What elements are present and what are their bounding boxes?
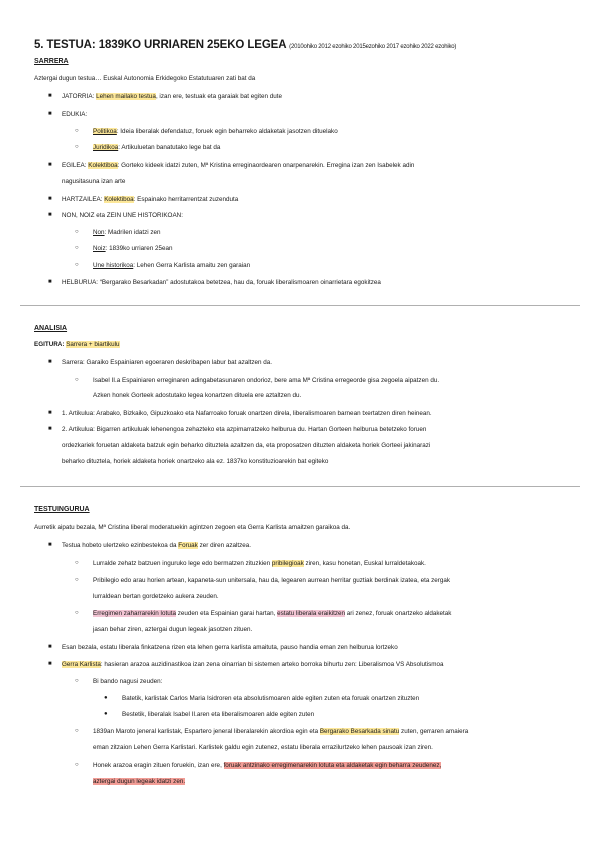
jatorria-text: , izan ere, testuak eta garaiak bat egiten dute — [155, 93, 282, 100]
egitura-label: EGITURA: — [34, 341, 65, 348]
foruak-text-end: zer diren azaltzea. — [197, 542, 252, 549]
esan-bezala-item: Esan bezala, estatu liberala finkatzena rizen eta lehen gerra karlista amaituta, pauso handia eman zen helburua lortzeko — [62, 644, 398, 651]
bando-liberalak: Bestetik, liberalak Isabel II.aren eta liberalismoaren alde egiten zuten — [122, 711, 315, 718]
juridikoa-text: : Artikuluetan banatutako lege bat da — [118, 144, 221, 151]
hartzailea-text: : Espainako herritarrentzat zuzenduta — [133, 196, 239, 203]
erregimen-line-2: jasan behar ziren, aztergai dugun legeak jasotzen zituen. — [93, 626, 253, 633]
helburua-text: “Bergarako Besarkadan” adostutakoa betetzea, hau da, foruak liberalismoaren oinarrietara egokitzea — [98, 279, 381, 286]
bullet-icon: ■ — [48, 359, 52, 365]
pribilegioak-item — [93, 559, 426, 568]
sarrera-intro: Aztergai dugun testua… Euskal Autonomia Erkidegoko Estatutuaren zati bat da — [34, 75, 256, 82]
section-heading-sarrera: SARRERA — [34, 58, 69, 65]
artikulua-2-line-2: ordezkariek foruetan aldaketa batzuk egin beharko dituztela azaltzen da, eta proposatzen dituzten aldaketa horiek Gorteei jakinarazi — [62, 442, 431, 449]
egilea-text: : Gorteko kideek idatzi zuten, Mª Kristina erreginaordearen onarpenarekin. Erregina izan zen Isabelek adin — [117, 162, 415, 169]
circle-bullet-icon: ○ — [75, 245, 79, 251]
bando-karlistak: Batetik, karlistak Carlos Maria Isidroren eta absolutismoaren alde egiten zuten eta foruak onartzen zituzten — [122, 695, 420, 702]
une-item — [93, 261, 250, 270]
bullet-icon: ■ — [48, 279, 52, 285]
jatorria-label: JATORRIA: — [62, 93, 95, 100]
bullet-icon: ■ — [48, 410, 52, 416]
divider — [20, 486, 580, 487]
hartzailea-item — [62, 195, 238, 204]
egilea-text-cont: nagusitasuna izan arte — [62, 178, 126, 185]
circle-bullet-icon: ○ — [75, 262, 79, 268]
circle-bullet-icon: ○ — [75, 678, 79, 684]
bergara-text-end: zuten, gerraren amaiera — [399, 728, 469, 735]
dot-bullet-icon: ● — [104, 695, 108, 701]
jatorria-highlight: Lehen mailako testua — [96, 93, 156, 100]
bullet-icon: ■ — [48, 162, 52, 168]
noiz-item — [93, 244, 172, 253]
noiz-text: : 1839ko urriaren 25ean — [105, 245, 173, 252]
bando-label: Bi bando nagusi zeuden: — [93, 678, 163, 685]
circle-bullet-icon: ○ — [75, 128, 79, 134]
divider — [20, 305, 580, 306]
foruak-item — [62, 541, 251, 550]
helburua-item — [62, 278, 381, 287]
juridikoa-item — [93, 143, 220, 152]
section-heading-analisia: ANALISIA — [34, 325, 68, 332]
egilea-item — [62, 161, 414, 170]
bullet-icon: ■ — [48, 196, 52, 202]
arazoa-highlight: foruak antzinako erregimenarekin lotuta eta aldaketak egin beharra zeudenez, — [223, 762, 442, 769]
dot-bullet-icon: ● — [104, 711, 108, 717]
bergara-text: 1839an Maroto jeneral karlistak, Espartero jeneral liberalarekin akordioa egin eta — [93, 728, 320, 735]
pribilegioak-highlight: pribilegioak — [271, 560, 304, 567]
estatu-liberala-highlight: estatu liberala eraikitzen — [277, 610, 346, 617]
artikulua-2-line-3: beharko dituztela, horiek aldaketa horiek onartzeko ala ez. 1837ko konstituzioarekin bat egiteko — [62, 458, 329, 465]
arau-line-1: Pribilegio edo arau horien artean, kapaneta-sun unitersala, hau da, legearen aurrean herritar guztiak berdinak izatea, eta zergak — [93, 577, 451, 584]
gerra-karlista-text: : hasieran arazoa auzidinastikoa izan zena oinarrian bi sistemen arteko borroka bihurtu zen: Liberalismoa VS Absolutismoa — [100, 661, 444, 668]
circle-bullet-icon: ○ — [75, 377, 79, 383]
circle-bullet-icon: ○ — [75, 144, 79, 150]
circle-bullet-icon: ○ — [75, 577, 79, 583]
bullet-icon: ■ — [48, 661, 52, 667]
erregimen-text-end: ari zenez, foruak onartzeko aldaketak — [345, 610, 452, 617]
politikoa-item — [93, 127, 338, 136]
non-label: Non — [93, 229, 105, 236]
gerra-karlista-item — [62, 660, 444, 669]
title-text: 5. TESTUA: 1839KO URRIAREN 25EKO LEGEA — [34, 39, 287, 51]
bullet-icon: ■ — [48, 212, 52, 218]
sarrera-description: Sarrera: Garaiko Espainiaren egoeraren deskribapen labur bat azaltzen da. — [62, 359, 273, 366]
arazoa-highlight-2: aztergai dugun legeak idatzi zen. — [93, 778, 186, 785]
section-heading-testuingurua: TESTUINGURUA — [34, 506, 90, 513]
egilea-highlight: Kolektiboa — [88, 162, 118, 169]
bergara-line-2: eman zitzaion Lehen Gerra Karlistari. Karlistek galdu egin zutenez, estatu liberala errazilurtzeko lehen pausoak izan ziren. — [93, 744, 433, 751]
pribilegioak-text: Lurralde zehatz batzuen inguruko lege edo bermatzen zituzkien — [93, 560, 272, 567]
circle-bullet-icon: ○ — [75, 560, 79, 566]
sarrera-sub-1: Isabel II.a Espainiaren erreginaren adingabetasunaren ondorioz, bere ama Mª Cristina erregeorde gisa zegoela aipatzen du. — [93, 377, 440, 384]
bullet-icon: ■ — [48, 426, 52, 432]
bergara-item — [93, 727, 468, 736]
artikulua-1: 1. Artikulua: Arabako, Bizkaiko, Gipuzkoako eta Nafarroako foruak onartzen direla, liberalismoaren barnean txertatzen diren heinean. — [62, 410, 432, 417]
title-years: (2010ohiko 2012 ezohiko 2015ezohiko 2017 ezohiko 2022 ezohiko) — [289, 44, 457, 50]
egitura-line — [34, 340, 120, 349]
egilea-label: EGILEA: — [62, 162, 87, 169]
arau-line-2: lurraldean bertan gordetzeko aukera zeuden. — [93, 593, 219, 600]
hartzailea-label: HARTZAILEA: — [62, 196, 103, 203]
circle-bullet-icon: ○ — [75, 728, 79, 734]
arazoa-item — [93, 761, 441, 770]
non-noiz-label: NON, NOIZ eta ZEIN UNE HISTORIKOAN: — [62, 212, 183, 219]
sarrera-sub-2: Azken honek Gorteek adostutako legea konartzen dituela ere aztaltzen du. — [93, 392, 302, 399]
circle-bullet-icon: ○ — [75, 229, 79, 235]
page-title — [34, 39, 456, 51]
arazoa-line-2 — [93, 777, 185, 786]
politikoa-text: : Ideia liberalak defendatuz, foruek egin beharreko aldaketak jasotzen dituelako — [116, 128, 338, 135]
bullet-icon: ■ — [48, 111, 52, 117]
non-item — [93, 228, 161, 237]
noiz-label: Noiz — [93, 245, 106, 252]
bergara-highlight: Bergarako Besarkada sinatu — [319, 728, 400, 735]
erregimen-text: zeuden eta Espainian garai hartan, — [175, 610, 278, 617]
gerra-karlista-highlight: Gerra Karlista — [62, 661, 101, 668]
non-text: : Madrilen idatzi zen — [104, 229, 161, 236]
pribilegioak-text-end: ziren, kasu honetan, Euskal lurraldetakoak. — [303, 560, 426, 567]
erregimen-highlight: Erregimen zaharrarekin lotuta — [93, 610, 176, 617]
bullet-icon: ■ — [48, 542, 52, 548]
helburua-label: HELBURUA: — [62, 279, 99, 286]
jatorria-item — [62, 92, 282, 101]
politikoa-label: Politikoa — [93, 128, 117, 135]
foruak-text: Testua hobeto ulertzeko ezinbestekoa da — [62, 542, 179, 549]
foruak-highlight: Foruak — [178, 542, 198, 549]
une-text: : Lehen Gerra Karlista amaitu zen garaian — [133, 262, 251, 269]
une-label: Une historikoa — [93, 262, 134, 269]
circle-bullet-icon: ○ — [75, 762, 79, 768]
hartzailea-highlight: Kolektiboa — [104, 196, 134, 203]
bullet-icon: ■ — [48, 93, 52, 99]
testuingurua-intro: Aurretik aipatu bezala, Mª Cristina liberal moderatuekin agintzen zegoen eta Gerra Karlista amaitzen garaikoa da. — [34, 524, 351, 531]
arazoa-text: Honek arazoa eragin zituen foruekin, izan ere, — [93, 762, 224, 769]
juridikoa-label: Juridikoa — [93, 144, 119, 151]
bullet-icon: ■ — [48, 644, 52, 650]
circle-bullet-icon: ○ — [75, 610, 79, 616]
egitura-highlight: Sarrera + biartikulu — [66, 341, 120, 348]
erregimen-item — [93, 609, 451, 618]
edukia-label: EDUKIA: — [62, 111, 88, 118]
artikulua-2-line-1: 2. Artikulua: Bigarren artikuluak lehenengoa zehazteko eta azpimarratzeko helburua du. Hartan Gorteen helburua betetzeko foruen — [62, 426, 427, 433]
